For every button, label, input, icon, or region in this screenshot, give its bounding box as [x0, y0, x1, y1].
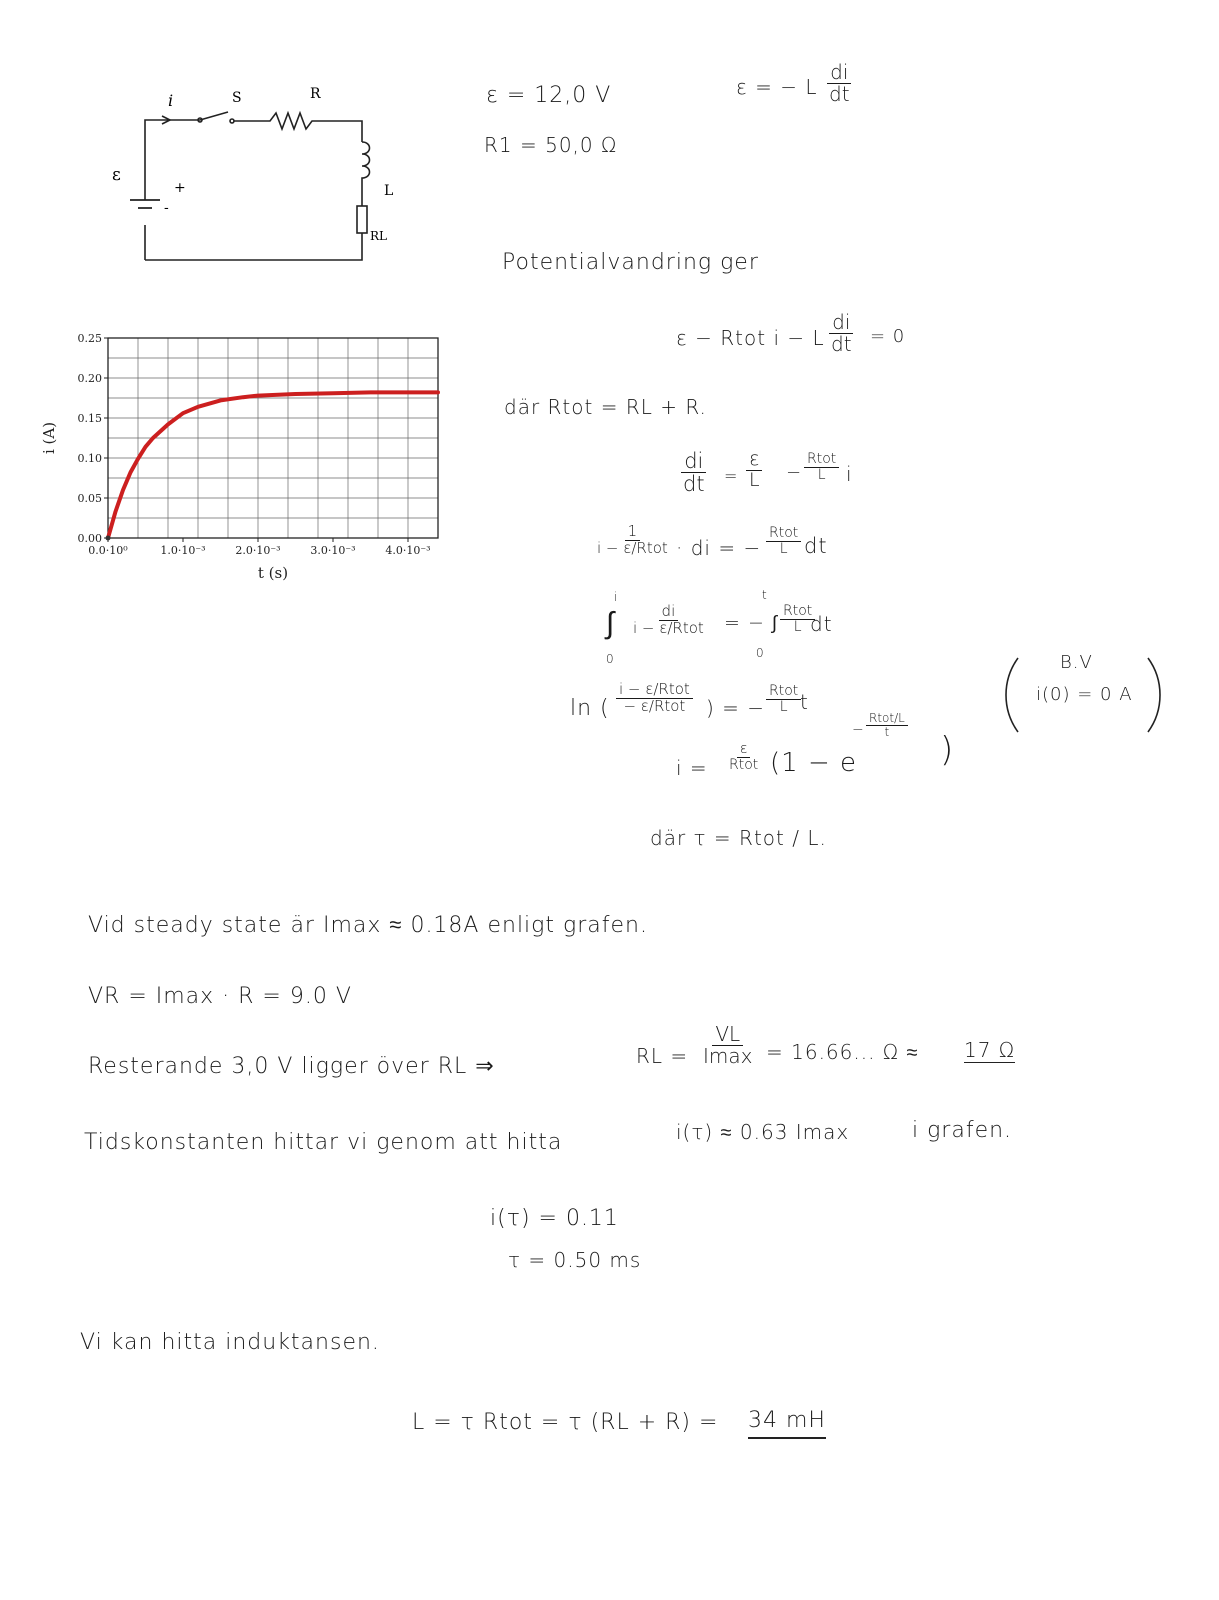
- step3-lower-0b: 0: [756, 646, 765, 660]
- tau-value: τ = 0.50 ms: [508, 1248, 642, 1272]
- step3-num: di: [659, 604, 679, 621]
- step4-f: [766, 684, 801, 714]
- internal-resistor-label: RL: [370, 229, 388, 243]
- step2-f: [766, 526, 801, 556]
- analysis-line4c: i grafen.: [912, 1118, 1013, 1143]
- rl-den: Imax: [703, 1044, 753, 1068]
- final-result: 34 mH: [748, 1408, 826, 1439]
- resistor-label: R: [310, 86, 321, 102]
- step3-upper-i: i: [614, 590, 619, 604]
- step4-t: t: [800, 690, 809, 714]
- step1-lhs-num: di: [681, 450, 706, 473]
- step2-dt: dt: [804, 534, 828, 558]
- analysis-line3: Resterande 3,0 V ligger över RL ⇒: [88, 1054, 495, 1079]
- current-label: i: [168, 91, 174, 110]
- x-axis-label: t (s): [257, 564, 289, 582]
- step3-lower-0: 0: [606, 652, 615, 666]
- step1-i: i: [846, 462, 853, 486]
- y-tick-label: 0.10: [77, 452, 102, 465]
- step2-f-den: L: [779, 540, 788, 557]
- step2-mid: · di = −: [676, 536, 762, 560]
- solution-f-num: ε: [737, 742, 751, 758]
- step3-fraction: [630, 604, 707, 637]
- y-tick-label: 0.20: [77, 372, 102, 385]
- switch-blade: [200, 112, 228, 120]
- resistor-zigzag: [234, 113, 362, 142]
- step2-f-num: Rtot: [766, 526, 801, 542]
- step3-mid: = − ∫: [724, 612, 779, 634]
- rtot-definition: där Rtot = RL + R.: [504, 395, 707, 419]
- step1-lhs-den: dt: [683, 472, 705, 497]
- x-tick-label: 0.0·10⁰: [88, 544, 128, 557]
- analysis-line5: Vi kan hitta induktansen.: [80, 1330, 380, 1355]
- step4-den: − ε/Rtot: [623, 696, 686, 715]
- solution-exp-minus: −: [852, 722, 865, 738]
- bc-value: i(0) = 0 A: [1036, 684, 1133, 705]
- rl-result: 17 Ω: [964, 1038, 1016, 1062]
- step1-f2-den: L: [817, 466, 826, 483]
- plus-sign: +: [174, 180, 186, 196]
- kvl-fraction: [828, 312, 855, 355]
- step1-f2-num: Rtot: [804, 452, 839, 468]
- step3-f-num: Rtot: [780, 604, 815, 620]
- law-fraction: [826, 62, 853, 105]
- law-den: dt: [829, 82, 850, 106]
- analysis-line2: VR = Imax · R = 9.0 V: [88, 984, 352, 1009]
- step1-f2: [804, 452, 839, 482]
- step2-fraction: [594, 524, 671, 557]
- step4-mid: ) = −: [706, 696, 766, 720]
- analysis-line4: Tidskonstanten hittar vi genom att hitta: [84, 1130, 563, 1155]
- step4-f-den: L: [779, 698, 788, 715]
- x-tick-label: 1.0·10⁻³: [160, 544, 206, 557]
- solution-lhs: i =: [676, 756, 708, 780]
- kvl-lhs: ε − Rtot i − L: [676, 326, 825, 350]
- analysis-line4b: i(τ) ≈ 0.63 Imax: [676, 1120, 850, 1144]
- wire-left: [145, 120, 200, 260]
- series-start-point: [106, 536, 111, 541]
- circuit-diagram: [100, 80, 400, 270]
- kvl-den: dt: [831, 332, 852, 356]
- bc-title: B.V: [1060, 652, 1093, 673]
- step1-f1: [746, 450, 763, 491]
- solution-close: ): [940, 730, 955, 770]
- solution-f-den: Rtot: [729, 756, 759, 773]
- y-tick-label: 0.15: [77, 412, 102, 425]
- step1-lhs: [680, 450, 708, 495]
- integral-sign-left: ∫: [606, 606, 616, 641]
- solution-exp-den: t: [884, 724, 890, 739]
- solution-exp-num: Rtot/L: [866, 712, 908, 726]
- step3-upper-t: t: [762, 588, 768, 602]
- y-tick-label: 0.00: [77, 532, 102, 545]
- wire-bottom: [145, 233, 362, 260]
- law-num: di: [827, 62, 851, 84]
- battery-plates: [130, 200, 160, 208]
- y-tick-label: 0.05: [77, 492, 102, 505]
- rl-num: VL: [712, 1024, 743, 1046]
- rl-fraction: [700, 1024, 755, 1067]
- x-tick-label: 4.0·10⁻³: [385, 544, 431, 557]
- inductor-coil: [362, 142, 370, 206]
- step2-num: 1: [625, 524, 641, 541]
- step3-f-den: L: [793, 618, 802, 635]
- inductor-label: L: [384, 183, 394, 199]
- step1-equals: =: [724, 466, 739, 485]
- y-axis-label: i (A): [40, 421, 58, 455]
- final-lhs: L = τ Rtot = τ (RL + R) =: [412, 1410, 719, 1435]
- solution-body: (1 − e: [770, 748, 857, 778]
- minus-sign: -: [164, 200, 169, 216]
- internal-resistor: [357, 206, 367, 233]
- tau-current: i(τ) = 0.11: [490, 1206, 619, 1231]
- solution-fraction: [726, 742, 761, 772]
- kvl-rhs: = 0: [870, 326, 906, 347]
- rl-value: = 16.66... Ω ≈: [766, 1040, 919, 1064]
- step1-f1-den: L: [749, 468, 760, 491]
- current-vs-time-chart: [30, 320, 450, 600]
- analysis-line1: Vid steady state är Imax ≈ 0.18A enligt grafen.: [88, 913, 648, 938]
- x-tick-label: 2.0·10⁻³: [235, 544, 281, 557]
- kvl-num: di: [829, 312, 853, 334]
- switch-label: S: [232, 90, 242, 106]
- step1-f1-num: ε: [746, 450, 762, 471]
- step4-ln: ln (: [570, 696, 610, 721]
- step2-den: i − ε/Rtot: [597, 538, 668, 557]
- tau-definition: där τ = Rtot / L.: [650, 826, 827, 850]
- solution-exponent: [866, 712, 908, 738]
- step4-num: i − ε/Rtot: [616, 682, 693, 699]
- step1-minus: −: [786, 462, 803, 483]
- switch-contact: [230, 119, 234, 123]
- given-emf: ε = 12,0 V: [486, 83, 612, 108]
- given-r1: R1 = 50,0 Ω: [484, 133, 618, 157]
- y-tick-label: 0.25: [77, 332, 102, 345]
- derivation-intro: Potentialvandring ger: [502, 250, 759, 275]
- step4-fraction: [616, 682, 693, 715]
- series-line: [108, 392, 438, 538]
- rl-lhs: RL =: [636, 1044, 689, 1068]
- law-lhs: ε = − L: [736, 75, 818, 99]
- emf-symbol-label: ε: [112, 165, 121, 185]
- x-tick-label: 3.0·10⁻³: [310, 544, 356, 557]
- step3-den: i − ε/Rtot: [633, 618, 704, 637]
- step3-dt: dt: [810, 612, 833, 636]
- step4-f-num: Rtot: [766, 684, 801, 700]
